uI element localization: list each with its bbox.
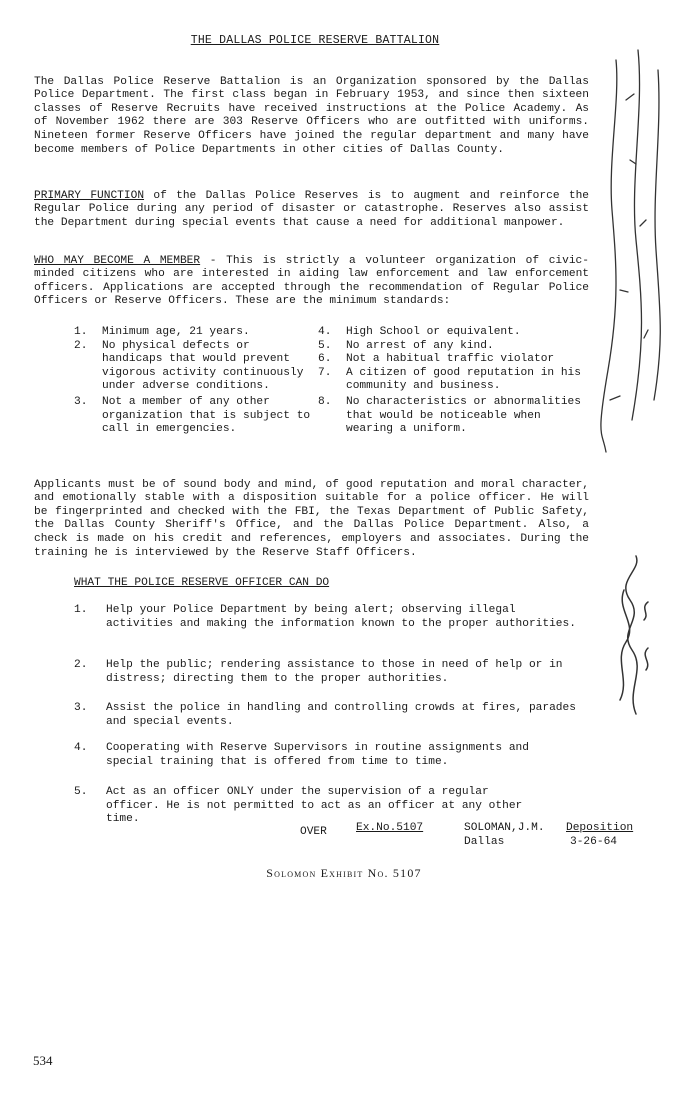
can-do-number: 4. (74, 742, 88, 754)
standard-text: A citizen of good reputation in his community and business. (346, 366, 581, 393)
intro-text: The Dallas Police Reserve Battalion is an Organization sponsored by the Dallas Police Department. The first class began in February 1953, and since then sixteen classes of Reserve Recruits have received instructions at the Police Academy. As of November 1962 there are 303 Reserve Officers who are outfitted with uniforms. Nineteen former Reserve Officers have joined the regular department and many have become members of Police Departments in other cities of Dallas County. (34, 75, 589, 156)
can-do-number: 2. (74, 659, 88, 671)
can-do-heading: WHAT THE POLICE RESERVE OFFICER CAN DO (74, 577, 330, 589)
standard-text: No characteristics or abnormalities that would be noticeable when wearing a uniform. (346, 395, 581, 436)
can-do-text: Cooperating with Reserve Supervisors in routine assignments and special training that is offered from time to time. (106, 742, 529, 768)
can-do-item (74, 702, 576, 729)
deponent-city: Dallas (464, 836, 505, 848)
deposition-label: Deposition (566, 822, 634, 834)
standard-item (74, 396, 314, 437)
standard-number: 7. (318, 366, 332, 379)
standard-item (318, 326, 590, 340)
who-may-become-heading: WHO MAY BECOME A MEMBER (34, 254, 201, 267)
standard-number: 3. (74, 395, 88, 408)
who-may-become-text: - This is strictly a volunteer organization of civic-minded citizens who are interested in aiding law enforcement and law enforcement officers. Applications are accepted through the recommendation of Regular Police Officers or Reserve Officers. These are the minimum standards: (34, 254, 589, 308)
document-title: THE DALLAS POLICE RESERVE BATTALION (190, 34, 440, 47)
standard-item (318, 353, 590, 367)
standard-text: High School or equivalent. (346, 326, 521, 338)
standard-number: 8. (318, 395, 332, 408)
primary-function-paragraph (34, 176, 589, 230)
deposition-date: 3-26-64 (570, 836, 617, 848)
standard-number: 1. (74, 326, 88, 338)
can-do-text: Assist the police in handling and controlling crowds at fires, parades and special events. (106, 702, 576, 728)
can-do-number: 5. (74, 786, 88, 798)
standard-text: No physical defects or handicaps that would prevent vigorous activity continuously under adverse conditions. (102, 339, 304, 393)
can-do-item (74, 786, 526, 827)
applicants-paragraph (34, 465, 589, 560)
who-may-become-paragraph (34, 241, 589, 309)
standard-item (74, 326, 314, 340)
standards-right-column (318, 326, 590, 437)
primary-function-heading: PRIMARY FUNCTION (34, 189, 145, 202)
can-do-item (74, 742, 576, 769)
standard-number: 2. (74, 339, 88, 352)
standard-item (318, 396, 590, 437)
exhibit-caption: Solomon Exhibit No. 5107 (266, 866, 422, 880)
standard-text: Minimum age, 21 years. (102, 326, 250, 338)
deponent-name: SOLOMAN,J.M. (464, 822, 545, 834)
can-do-number: 1. (74, 604, 88, 616)
can-do-text: Help your Police Department by being alert; observing illegal activities and making the information known to the proper authorities. (106, 604, 576, 630)
standard-item (318, 340, 590, 354)
standard-item (318, 367, 590, 394)
can-do-item (74, 604, 576, 631)
can-do-text: Help the public; rendering assistance to those in need of help or in distress; directing them to the proper authorities. (106, 659, 563, 685)
primary-function-text: of the Dallas Police Reserves is to augment and reinforce the Regular Police during any period of disaster or catastrophe. Reserves also assist the Department during special events that cause a need for additional manpower. (34, 189, 589, 229)
can-do-number: 3. (74, 702, 88, 714)
standard-text: No arrest of any kind. (346, 339, 494, 352)
handwritten-signature (606, 550, 662, 720)
can-do-item (74, 659, 576, 686)
can-do-text: Act as an officer ONLY under the supervision of a regular officer. He is not permitted to act as an officer at any other time. (106, 786, 523, 826)
standard-text: Not a habitual traffic violator (346, 353, 555, 366)
applicants-text: Applicants must be of sound body and mind, of good reputation and moral character, and emotionally stable with a disposition suitable for a police officer. He will be fingerprinted and checked with the FBI, the Texas Department of Public Safety, the Dallas County Sheriff's Office, and the Dallas Police Department. Also, a check is made on his credit and references, employers and associates. During the training he is interviewed by the Reserve Staff Officers. (34, 478, 589, 559)
page-number: 534 (33, 1053, 53, 1068)
exhibit-number: Ex.No.5107 (356, 822, 424, 834)
standard-number: 5. (318, 339, 332, 352)
handwritten-margin-note (586, 40, 672, 460)
standard-number: 6. (318, 353, 332, 366)
intro-paragraph (34, 62, 589, 157)
standard-text: Not a member of any other organization that is subject to call in emergencies. (102, 395, 311, 436)
standard-number: 4. (318, 326, 332, 338)
standard-item (74, 340, 314, 394)
standards-left-column (74, 326, 314, 437)
over-label: OVER (300, 826, 327, 838)
